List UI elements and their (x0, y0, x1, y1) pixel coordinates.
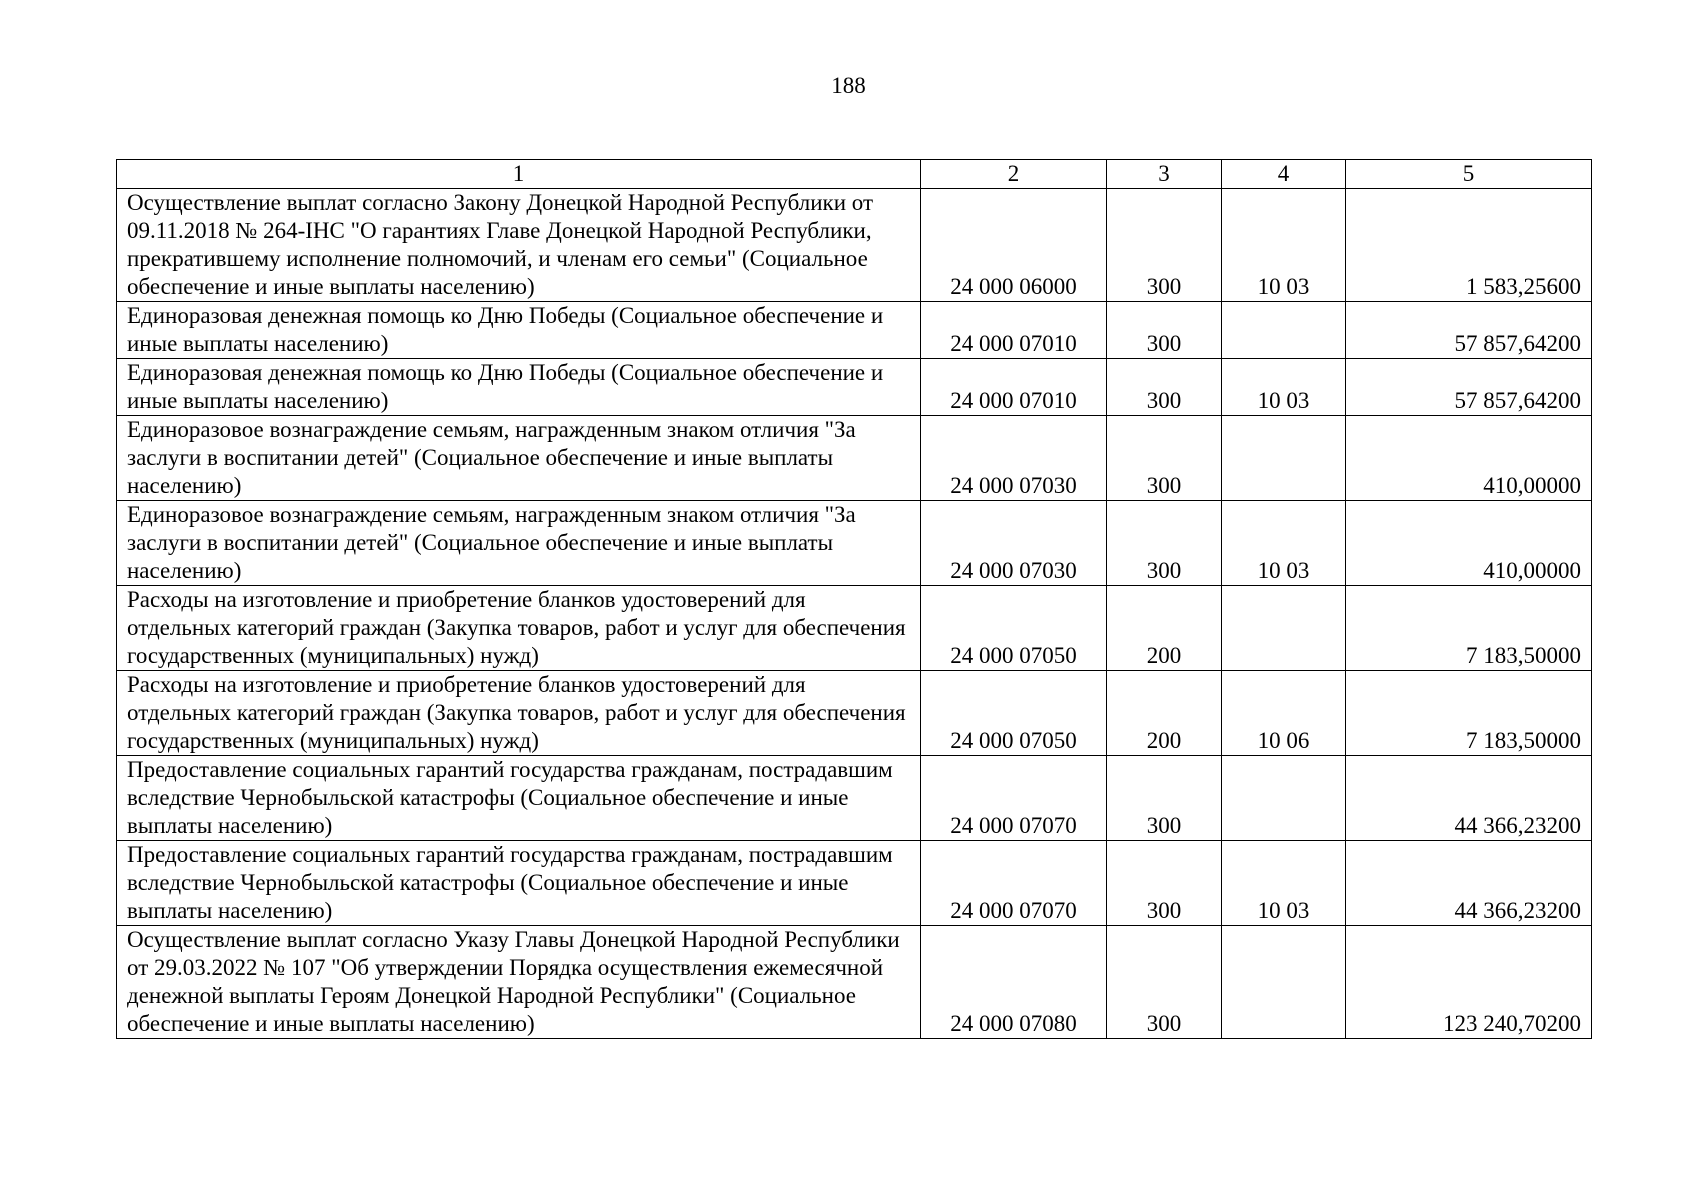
table-row (117, 671, 1592, 756)
table-row (117, 359, 1592, 416)
table-row (117, 501, 1592, 586)
row-description: Расходы на изготовление и приобретение бланков удостоверений для отдельных категорий граждан (Закупка товаров, работ и услуг для обеспечения государственных (муниципальных) нужд) (117, 671, 921, 756)
row-description: Единоразовая денежная помощь ко Дню Победы (Социальное обеспечение и иные выплаты населению) (117, 302, 921, 359)
row-expense-type: 200 (1107, 671, 1222, 756)
row-amount: 7 183,50000 (1346, 586, 1592, 671)
row-description: Единоразовое вознаграждение семьям, награжденным знаком отличия "За заслуги в воспитании детей" (Социальное обеспечение и иные выплаты населению) (117, 501, 921, 586)
row-description: Единоразовая денежная помощь ко Дню Победы (Социальное обеспечение и иные выплаты населению) (117, 359, 921, 416)
column-header-4: 4 (1222, 160, 1346, 189)
table-row (117, 189, 1592, 302)
table-row (117, 302, 1592, 359)
row-target-code: 24 000 07050 (921, 586, 1107, 671)
row-section (1222, 416, 1346, 501)
row-target-code: 24 000 07080 (921, 926, 1107, 1039)
table-row (117, 926, 1592, 1039)
row-section: 10 03 (1222, 841, 1346, 926)
row-section (1222, 756, 1346, 841)
row-target-code: 24 000 07070 (921, 756, 1107, 841)
row-section: 10 03 (1222, 359, 1346, 416)
row-expense-type: 300 (1107, 302, 1222, 359)
row-expense-type: 300 (1107, 841, 1222, 926)
budget-table (116, 159, 1592, 1039)
row-amount: 410,00000 (1346, 501, 1592, 586)
row-amount: 1 583,25600 (1346, 189, 1592, 302)
row-amount: 44 366,23200 (1346, 841, 1592, 926)
row-expense-type: 300 (1107, 359, 1222, 416)
column-header-3: 3 (1107, 160, 1222, 189)
row-expense-type: 300 (1107, 416, 1222, 501)
row-amount: 57 857,64200 (1346, 359, 1592, 416)
row-description: Осуществление выплат согласно Указу Главы Донецкой Народной Республики от 29.03.2022 № 107 "Об утверждении Порядка осуществления ежемесячной денежной выплаты Героям Донецкой Народной Республики" (Социальное обеспечение и иные выплаты населению) (117, 926, 921, 1039)
row-amount: 44 366,23200 (1346, 756, 1592, 841)
row-target-code: 24 000 06000 (921, 189, 1107, 302)
row-section (1222, 302, 1346, 359)
row-section (1222, 586, 1346, 671)
column-header-5: 5 (1346, 160, 1592, 189)
page-number: 188 (831, 73, 866, 98)
row-description: Предоставление социальных гарантий государства гражданам, пострадавшим вследствие Чернобыльской катастрофы (Социальное обеспечение и иные выплаты населению) (117, 756, 921, 841)
row-description: Единоразовое вознаграждение семьям, награжденным знаком отличия "За заслуги в воспитании детей" (Социальное обеспечение и иные выплаты населению) (117, 416, 921, 501)
row-target-code: 24 000 07010 (921, 302, 1107, 359)
row-section: 10 03 (1222, 501, 1346, 586)
row-amount: 7 183,50000 (1346, 671, 1592, 756)
row-section: 10 03 (1222, 189, 1346, 302)
row-expense-type: 300 (1107, 189, 1222, 302)
row-amount: 57 857,64200 (1346, 302, 1592, 359)
row-target-code: 24 000 07030 (921, 501, 1107, 586)
row-section (1222, 926, 1346, 1039)
row-description: Осуществление выплат согласно Закону Донецкой Народной Республики от 09.11.2018 № 264-IНС "О гарантиях Главе Донецкой Народной Республики, прекратившему исполнение полномочий, и членам его семьи" (Социальное обеспечение и иные выплаты населению) (117, 189, 921, 302)
row-description: Предоставление социальных гарантий государства гражданам, пострадавшим вследствие Чернобыльской катастрофы (Социальное обеспечение и иные выплаты населению) (117, 841, 921, 926)
row-target-code: 24 000 07050 (921, 671, 1107, 756)
row-section: 10 06 (1222, 671, 1346, 756)
table-row (117, 416, 1592, 501)
table-row (117, 841, 1592, 926)
row-expense-type: 300 (1107, 926, 1222, 1039)
table-row (117, 586, 1592, 671)
row-target-code: 24 000 07030 (921, 416, 1107, 501)
column-header-2: 2 (921, 160, 1107, 189)
row-expense-type: 200 (1107, 586, 1222, 671)
row-description: Расходы на изготовление и приобретение бланков удостоверений для отдельных категорий граждан (Закупка товаров, работ и услуг для обеспечения государственных (муниципальных) нужд) (117, 586, 921, 671)
table-row (117, 756, 1592, 841)
row-amount: 410,00000 (1346, 416, 1592, 501)
row-target-code: 24 000 07010 (921, 359, 1107, 416)
row-expense-type: 300 (1107, 501, 1222, 586)
column-header-1: 1 (117, 160, 921, 189)
row-amount: 123 240,70200 (1346, 926, 1592, 1039)
row-target-code: 24 000 07070 (921, 841, 1107, 926)
row-expense-type: 300 (1107, 756, 1222, 841)
header-row (117, 160, 1592, 189)
